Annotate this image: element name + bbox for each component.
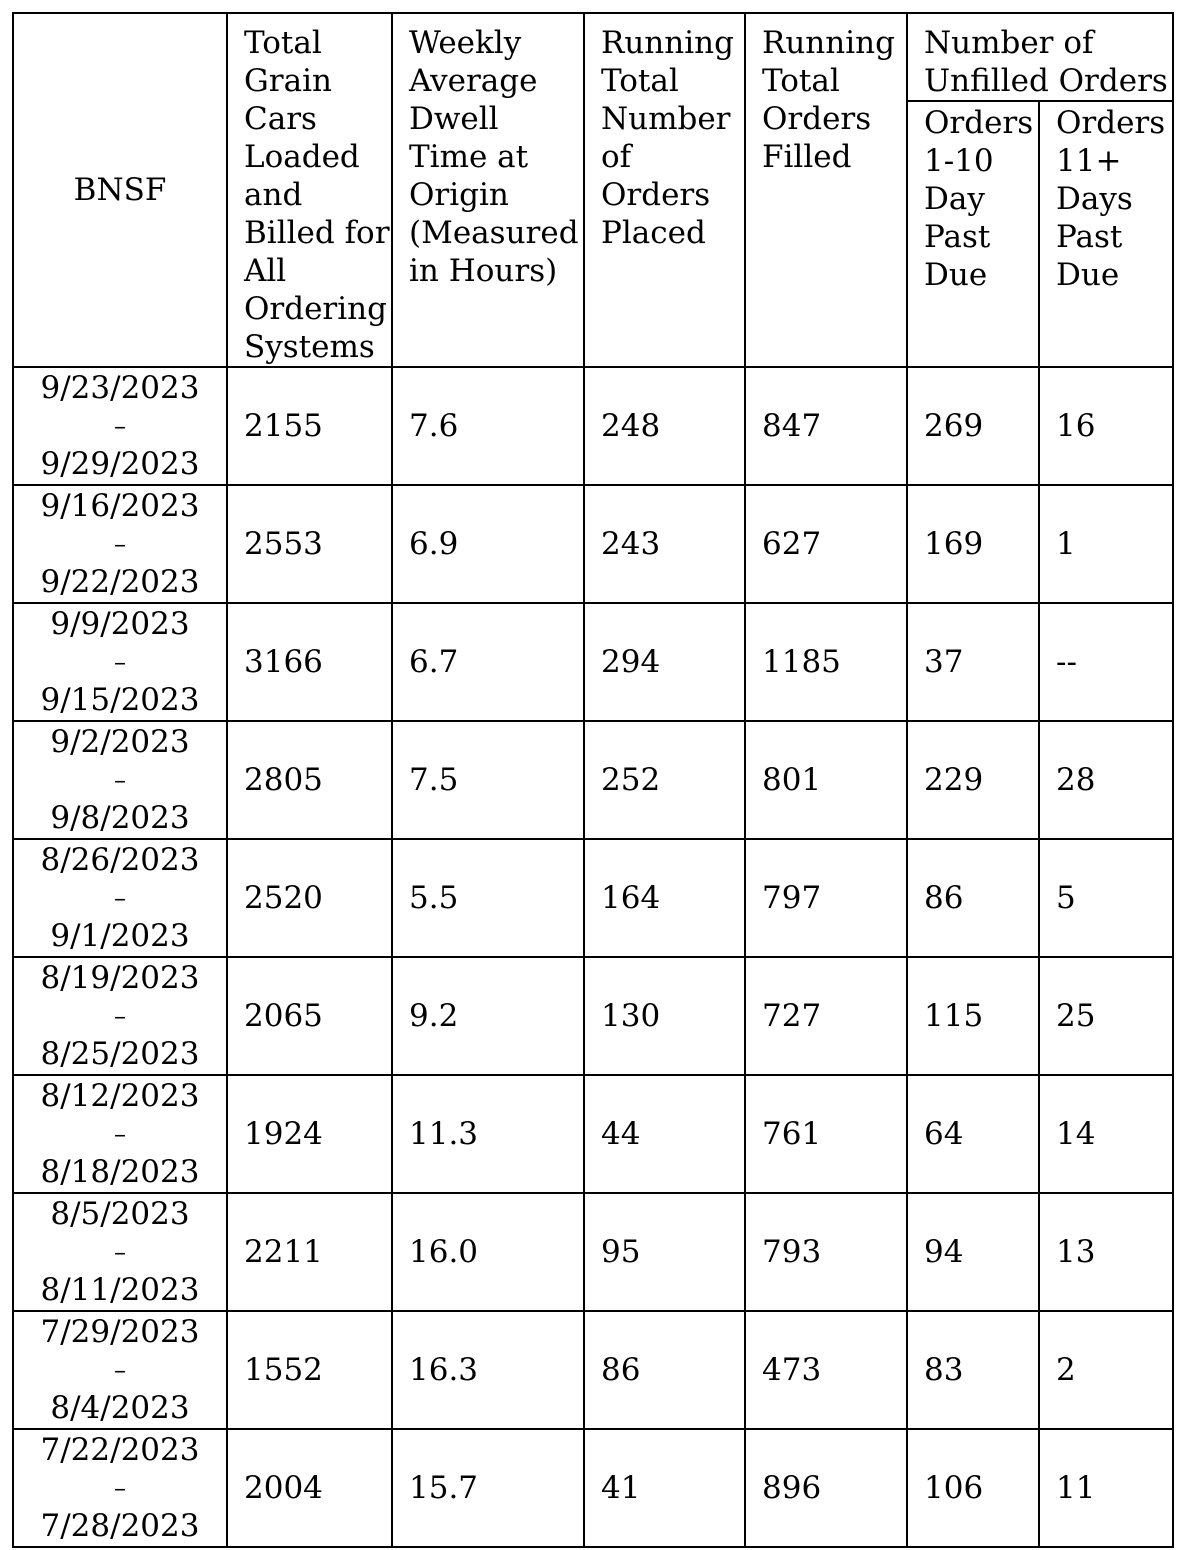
unfilled-11-plus-cell: 16 bbox=[1039, 367, 1173, 485]
table-row bbox=[13, 1193, 1173, 1311]
unfilled-11-plus-cell: 25 bbox=[1039, 957, 1173, 1075]
orders-filled-cell: 896 bbox=[745, 1429, 907, 1547]
date-range-dash: – bbox=[114, 648, 126, 676]
total-cars-cell: 3166 bbox=[227, 603, 392, 721]
table-row bbox=[13, 1311, 1173, 1429]
header-orders-filled: Running Total Orders Filled bbox=[745, 13, 907, 367]
week-start-date: 8/12/2023 bbox=[40, 1078, 200, 1114]
week-end-date: 8/11/2023 bbox=[40, 1272, 200, 1308]
dwell-time-cell: 16.3 bbox=[392, 1311, 584, 1429]
week-end-date: 9/29/2023 bbox=[40, 446, 200, 482]
week-end-date: 8/25/2023 bbox=[40, 1036, 200, 1072]
orders-filled-cell: 761 bbox=[745, 1075, 907, 1193]
total-cars-cell: 2805 bbox=[227, 721, 392, 839]
table-header bbox=[13, 13, 1173, 367]
orders-placed-cell: 294 bbox=[584, 603, 745, 721]
table-row bbox=[13, 1075, 1173, 1193]
week-range-cell bbox=[13, 1311, 227, 1429]
date-range-dash: – bbox=[114, 530, 126, 558]
week-end-date: 9/22/2023 bbox=[40, 564, 200, 600]
header-row bbox=[13, 13, 1173, 101]
unfilled-1-10-cell: 94 bbox=[907, 1193, 1039, 1311]
week-start-date: 8/19/2023 bbox=[40, 960, 200, 996]
date-range-dash: – bbox=[114, 412, 126, 440]
unfilled-11-plus-cell: 2 bbox=[1039, 1311, 1173, 1429]
week-end-date: 7/28/2023 bbox=[40, 1508, 200, 1544]
total-cars-cell: 2520 bbox=[227, 839, 392, 957]
week-end-date: 8/4/2023 bbox=[50, 1390, 190, 1426]
header-orders-placed: Running Total Number of Orders Placed bbox=[584, 13, 745, 367]
unfilled-11-plus-cell: 1 bbox=[1039, 485, 1173, 603]
orders-placed-cell: 243 bbox=[584, 485, 745, 603]
orders-filled-cell: 847 bbox=[745, 367, 907, 485]
table-row bbox=[13, 603, 1173, 721]
dwell-time-cell: 16.0 bbox=[392, 1193, 584, 1311]
header-unfilled-1-10: Orders 1-10 Day Past Due bbox=[907, 101, 1039, 367]
orders-placed-cell: 95 bbox=[584, 1193, 745, 1311]
week-start-date: 9/2/2023 bbox=[50, 724, 190, 760]
week-start-date: 9/16/2023 bbox=[40, 488, 200, 524]
week-end-date: 8/18/2023 bbox=[40, 1154, 200, 1190]
date-range-dash: – bbox=[114, 1120, 126, 1148]
table-row bbox=[13, 839, 1173, 957]
week-range-cell bbox=[13, 367, 227, 485]
date-range-dash: – bbox=[114, 1474, 126, 1502]
unfilled-1-10-cell: 269 bbox=[907, 367, 1039, 485]
table-row bbox=[13, 367, 1173, 485]
total-cars-cell: 1552 bbox=[227, 1311, 392, 1429]
orders-filled-cell: 627 bbox=[745, 485, 907, 603]
unfilled-1-10-cell: 64 bbox=[907, 1075, 1039, 1193]
week-start-date: 9/9/2023 bbox=[50, 606, 190, 642]
dwell-time-cell: 15.7 bbox=[392, 1429, 584, 1547]
date-range-dash: – bbox=[114, 766, 126, 794]
dwell-time-cell: 5.5 bbox=[392, 839, 584, 957]
header-total-grain-cars: Total Grain Cars Loaded and Billed for All Ordering Systems bbox=[227, 13, 392, 367]
orders-placed-cell: 248 bbox=[584, 367, 745, 485]
orders-filled-cell: 727 bbox=[745, 957, 907, 1075]
unfilled-11-plus-cell: 28 bbox=[1039, 721, 1173, 839]
week-end-date: 9/1/2023 bbox=[50, 918, 190, 954]
orders-filled-cell: 797 bbox=[745, 839, 907, 957]
table-row bbox=[13, 1429, 1173, 1547]
total-cars-cell: 2553 bbox=[227, 485, 392, 603]
header-unfilled-11-plus: Orders 11+ Days Past Due bbox=[1039, 101, 1173, 367]
dwell-time-cell: 9.2 bbox=[392, 957, 584, 1075]
week-start-date: 8/26/2023 bbox=[40, 842, 200, 878]
week-range-cell bbox=[13, 603, 227, 721]
week-range-cell bbox=[13, 1193, 227, 1311]
header-bnsf: BNSF bbox=[13, 13, 227, 367]
total-cars-cell: 2004 bbox=[227, 1429, 392, 1547]
table-row bbox=[13, 485, 1173, 603]
week-range-cell bbox=[13, 1429, 227, 1547]
total-cars-cell: 2211 bbox=[227, 1193, 392, 1311]
orders-placed-cell: 130 bbox=[584, 957, 745, 1075]
orders-placed-cell: 86 bbox=[584, 1311, 745, 1429]
week-range-cell bbox=[13, 1075, 227, 1193]
unfilled-1-10-cell: 83 bbox=[907, 1311, 1039, 1429]
unfilled-1-10-cell: 106 bbox=[907, 1429, 1039, 1547]
dwell-time-cell: 6.9 bbox=[392, 485, 584, 603]
orders-placed-cell: 252 bbox=[584, 721, 745, 839]
dwell-time-cell: 11.3 bbox=[392, 1075, 584, 1193]
dwell-time-cell: 7.6 bbox=[392, 367, 584, 485]
table-body bbox=[13, 367, 1173, 1547]
orders-placed-cell: 164 bbox=[584, 839, 745, 957]
date-range-dash: – bbox=[114, 1002, 126, 1030]
dwell-time-cell: 7.5 bbox=[392, 721, 584, 839]
header-unfilled-orders: Number of Unfilled Orders bbox=[907, 13, 1173, 101]
unfilled-11-plus-cell: 11 bbox=[1039, 1429, 1173, 1547]
week-end-date: 9/8/2023 bbox=[50, 800, 190, 836]
week-range-cell bbox=[13, 721, 227, 839]
unfilled-1-10-cell: 37 bbox=[907, 603, 1039, 721]
unfilled-11-plus-cell: 14 bbox=[1039, 1075, 1173, 1193]
week-end-date: 9/15/2023 bbox=[40, 682, 200, 718]
date-range-dash: – bbox=[114, 1356, 126, 1384]
unfilled-1-10-cell: 86 bbox=[907, 839, 1039, 957]
week-range-cell bbox=[13, 839, 227, 957]
total-cars-cell: 2065 bbox=[227, 957, 392, 1075]
week-start-date: 9/23/2023 bbox=[40, 370, 200, 406]
dwell-time-cell: 6.7 bbox=[392, 603, 584, 721]
table-row bbox=[13, 957, 1173, 1075]
unfilled-11-plus-cell: -- bbox=[1039, 603, 1173, 721]
orders-filled-cell: 473 bbox=[745, 1311, 907, 1429]
header-dwell-time: Weekly Average Dwell Time at Origin (Measured in Hours) bbox=[392, 13, 584, 367]
date-range-dash: – bbox=[114, 884, 126, 912]
date-range-dash: – bbox=[114, 1238, 126, 1266]
unfilled-1-10-cell: 229 bbox=[907, 721, 1039, 839]
unfilled-11-plus-cell: 5 bbox=[1039, 839, 1173, 957]
total-cars-cell: 1924 bbox=[227, 1075, 392, 1193]
week-start-date: 8/5/2023 bbox=[50, 1196, 190, 1232]
week-start-date: 7/22/2023 bbox=[40, 1432, 200, 1468]
week-start-date: 7/29/2023 bbox=[40, 1314, 200, 1350]
orders-placed-cell: 44 bbox=[584, 1075, 745, 1193]
orders-placed-cell: 41 bbox=[584, 1429, 745, 1547]
total-cars-cell: 2155 bbox=[227, 367, 392, 485]
orders-filled-cell: 793 bbox=[745, 1193, 907, 1311]
orders-filled-cell: 1185 bbox=[745, 603, 907, 721]
orders-filled-cell: 801 bbox=[745, 721, 907, 839]
unfilled-1-10-cell: 115 bbox=[907, 957, 1039, 1075]
week-range-cell bbox=[13, 957, 227, 1075]
week-range-cell bbox=[13, 485, 227, 603]
unfilled-1-10-cell: 169 bbox=[907, 485, 1039, 603]
bnsf-grain-car-table bbox=[12, 12, 1174, 1548]
table-row bbox=[13, 721, 1173, 839]
unfilled-11-plus-cell: 13 bbox=[1039, 1193, 1173, 1311]
